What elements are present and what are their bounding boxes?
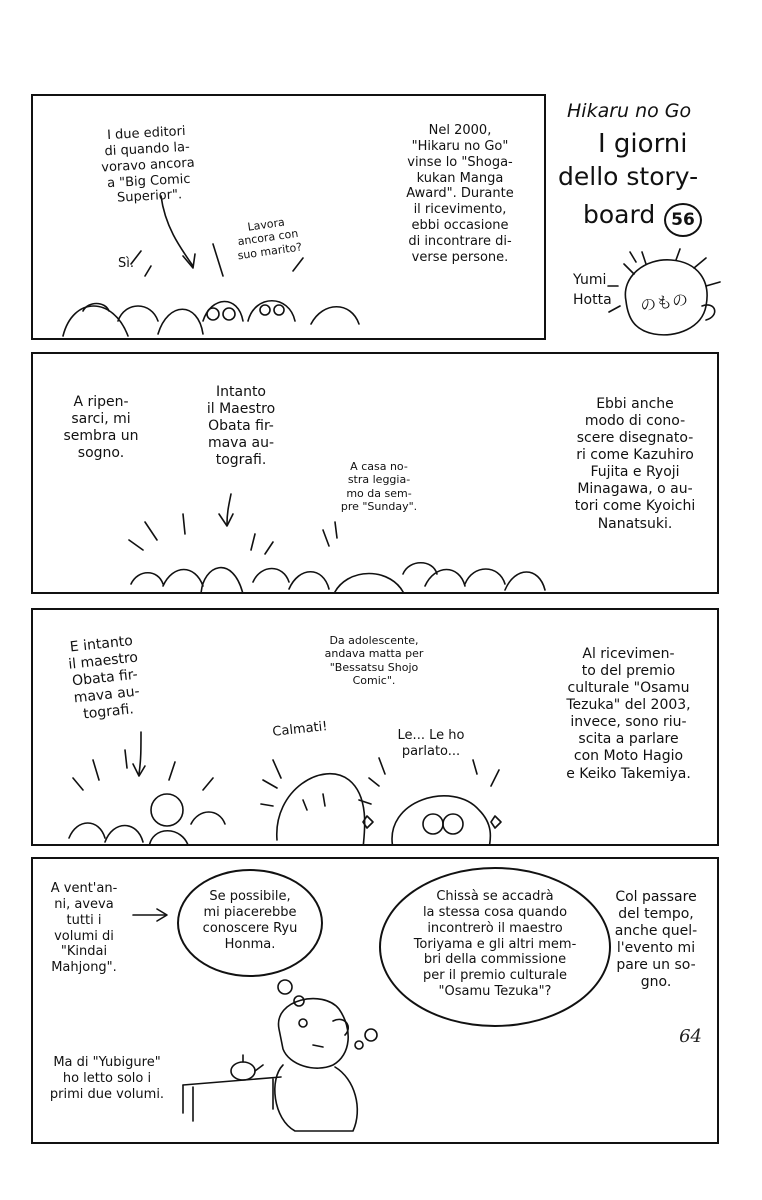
obata-speech-2: E intanto il maestro Obata fir- mava au- tografi. bbox=[67, 632, 141, 723]
column-title-line-2: dello story- bbox=[558, 162, 699, 191]
panel-4-drawing bbox=[33, 859, 719, 1144]
mahjong-narration: A vent'an- ni, aveva tutti i volumi di "Kindai Mahjong". bbox=[50, 881, 118, 976]
author-last-name: Hotta bbox=[573, 292, 612, 308]
panel-4-narration: Col passare del tempo, anche quel- l'evento mi pare un so- gno. bbox=[614, 889, 698, 991]
issue-number: 56 bbox=[671, 210, 695, 230]
column-title-line-3: board bbox=[583, 200, 656, 229]
panel-1-crowd-drawing bbox=[33, 96, 546, 340]
author-first-name: Yumi bbox=[573, 272, 607, 288]
panel-1-narration: Nel 2000, "Hikaru no Go" vinse lo "Shoga- kukan Manga Award". Durante il ricevimento, ebbi occasione di incontrare di- verse persone. bbox=[406, 123, 514, 265]
calm-speech: Calmati! bbox=[271, 719, 329, 740]
husband-speech: Lavora ancora con suo marito? bbox=[236, 215, 303, 263]
panel-1 bbox=[31, 94, 546, 340]
panel-3-crowd-drawing bbox=[33, 610, 719, 846]
teen-speech: Da adolescente, andava matta per "Bessatsu Shojo Comic". bbox=[324, 634, 424, 688]
yes-speech: Sì. bbox=[118, 256, 134, 271]
spoke-speech: Le... Le ho parlato... bbox=[397, 728, 465, 759]
column-title-line-1: I giorni bbox=[598, 129, 688, 159]
panel-3-narration: Al ricevimen- to del premio culturale "Osamu Tezuka" del 2003, invece, sono riu- scita a parlare con Moto Hagio e Keiko Takemiya. bbox=[566, 646, 691, 782]
panel-2 bbox=[31, 352, 719, 594]
toriyama-thought: Chissà se accadrà la stessa cosa quando incontrerò il maestro Toriyama e gli altri mem- bri della commissione per il premio culturale "Osamu Tezuka"? bbox=[413, 889, 577, 1000]
issue-number-badge bbox=[664, 203, 702, 237]
panel-4 bbox=[31, 857, 719, 1144]
page-number: 64 bbox=[679, 1026, 702, 1047]
sunday-speech: A casa no- stra leggia- mo da sem- pre "Sunday". bbox=[340, 460, 418, 514]
dream-speech: A ripen- sarci, mi sembra un sogno. bbox=[63, 394, 139, 462]
panel-3 bbox=[31, 608, 719, 846]
editors-speech: I due editori di quando la- voravo ancora a "Big Comic Superior". bbox=[100, 124, 195, 207]
honma-thought: Se possibile, mi piacerebbe conoscere Ryu Honma. bbox=[202, 889, 298, 952]
obata-speech: Intanto il Maestro Obata fir- mava au- tografi. bbox=[206, 384, 276, 469]
yubigure-narration: Ma di "Yubigure" ho letto solo i primi due volumi. bbox=[49, 1055, 165, 1102]
series-title: Hikaru no Go bbox=[567, 100, 692, 122]
caricature-face-label: のもの bbox=[639, 289, 690, 316]
panel-2-narration: Ebbi anche modo di cono- scere disegnato- ri come Kazuhiro Fujita e Ryoji Minagawa, o au- tori come Kyoichi Nanatsuki. bbox=[574, 396, 696, 532]
panel-2-crowd-drawing bbox=[33, 354, 719, 594]
